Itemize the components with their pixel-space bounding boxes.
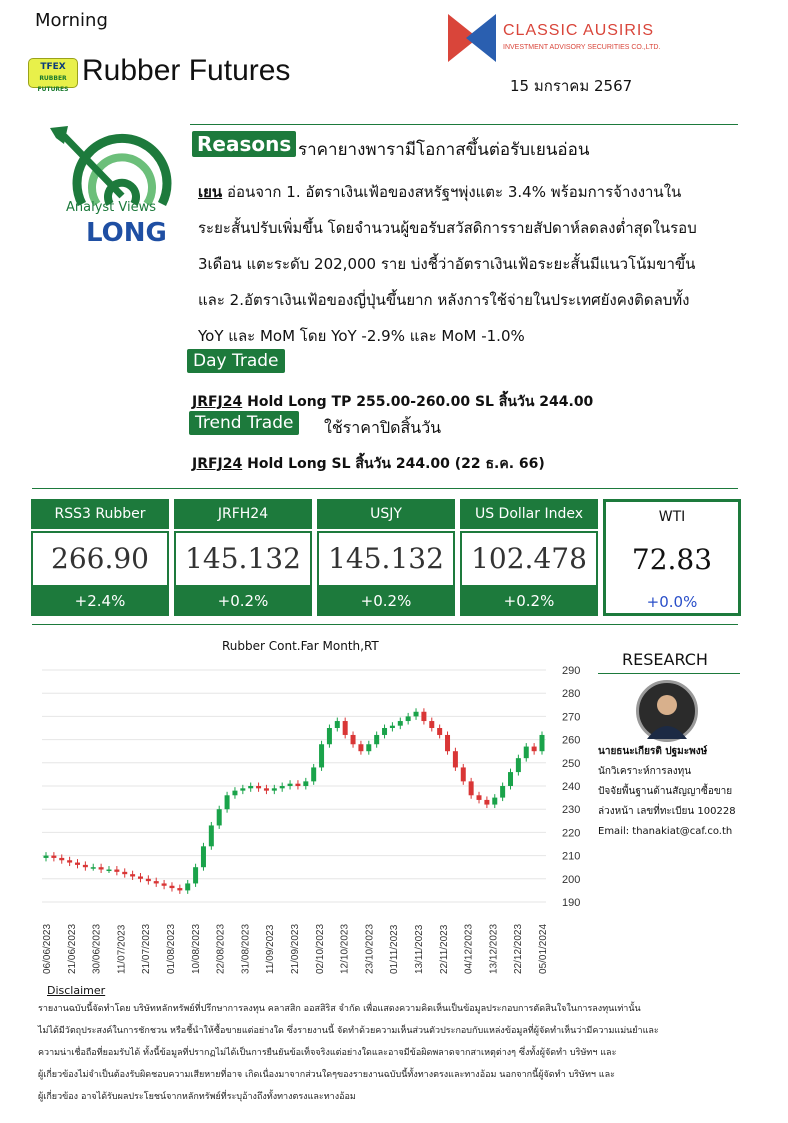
x-tick-label: 23/10/2023 xyxy=(364,923,376,974)
x-tick-label: 10/08/2023 xyxy=(190,923,202,974)
candle-body xyxy=(508,772,513,786)
x-tick-label: 22/12/2023 xyxy=(513,923,525,974)
report-date: 15 มกราคม 2567 xyxy=(510,77,633,95)
analyst-view-label: Analyst Views xyxy=(66,200,157,215)
y-tick-label: 190 xyxy=(562,897,581,909)
candle-body xyxy=(327,728,332,744)
x-tick-label: 01/11/2023 xyxy=(389,924,401,974)
company-name: CLASSIC AUSIRIS xyxy=(503,22,655,39)
candle-body xyxy=(335,721,340,728)
analyst-license: ล่วงหน้า เลขที่ทะเบียน 100228 xyxy=(598,806,736,817)
candle-body xyxy=(382,728,387,735)
candle-body xyxy=(185,883,190,890)
x-tick-label: 30/06/2023 xyxy=(91,923,103,974)
ticker-change: +0.2% xyxy=(503,592,555,610)
trend-trade-text: Hold Long SL สิ้นวัน 244.00 (22 ธ.ค. 66) xyxy=(242,456,545,472)
candle-body xyxy=(374,735,379,744)
ticker-change: +0.2% xyxy=(217,592,269,610)
candle-body xyxy=(169,886,174,888)
candle-body xyxy=(138,876,143,878)
candle-body xyxy=(232,791,237,796)
company-subtitle: INVESTMENT ADVISORY SECURITIES CO.,LTD. xyxy=(503,44,661,51)
trend-trade-chip-label: Trend Trade xyxy=(189,411,299,435)
candle-body xyxy=(272,788,277,790)
candle-body xyxy=(303,781,308,786)
reasons-lead-word: เยน xyxy=(198,183,223,201)
analyst-avatar xyxy=(636,680,698,742)
divider xyxy=(32,624,738,625)
candle-body xyxy=(162,883,167,885)
reasons-line-1 xyxy=(198,174,758,210)
price-chart xyxy=(36,664,596,984)
candle-body xyxy=(240,788,245,790)
candle-body xyxy=(516,758,521,772)
day-trade-text: Hold Long TP 255.00-260.00 SL สิ้นวัน 244.00 xyxy=(242,394,594,410)
candle-body xyxy=(421,712,426,721)
tfex-logo-line2: RUBBER FUTURES xyxy=(37,75,69,93)
candle-body xyxy=(351,735,356,744)
page-title: Rubber Futures xyxy=(82,54,291,87)
candle-body xyxy=(406,716,411,721)
candle-body xyxy=(366,744,371,751)
candle-body xyxy=(477,795,482,800)
candle-body xyxy=(225,795,230,809)
disclaimer-line: ผู้เกี่ยวข้องไม่จำเป็นต้องรับผิดชอบความเสียหายที่อาจ เกิดเนื่องมาจากส่วนใดๆของรายงานฉบับนี้ทั้งทางตรงและทางอ้อม นอกจากนี้ผู้จัดทำ บริษัทฯ และ xyxy=(38,1070,615,1080)
tfex-logo xyxy=(28,58,78,93)
ticker-name: JRFH24 xyxy=(174,499,312,531)
candle-body xyxy=(343,721,348,735)
ticker-change: +0.0% xyxy=(646,593,698,611)
x-tick-label: 21/07/2023 xyxy=(141,923,153,974)
person-icon xyxy=(639,683,695,739)
candle-body xyxy=(453,751,458,767)
analyst-specialty: ปัจจัยพื้นฐานด้านสัญญาซื้อขาย xyxy=(598,786,733,797)
candle-body xyxy=(177,888,182,890)
ticker-name: WTI xyxy=(658,509,686,525)
x-tick-label: 02/10/2023 xyxy=(314,923,326,974)
disclaimer-line: รายงานฉบับนี้จัดทำโดย บริษัทหลักทรัพย์ที่ปรึกษาการลงทุน คลาสสิก ออสสิริส จำกัด เพื่อแสดงความคิดเห็นเป็นข้อมูลประกอบการตัดสินใจในการลงทุนเท่านั้น xyxy=(38,1004,641,1014)
ticker-value: 145.132 xyxy=(319,533,453,585)
ticker-value: 266.90 xyxy=(33,533,167,585)
candle-body xyxy=(130,874,135,876)
reasons-line-2: ระยะสั้นปรับเพิ่มขึ้น โดยจำนวนผู้ขอรับสวัสดิการรายสัปดาห์ลดลงต่ำสุดในรอบ xyxy=(198,219,697,237)
ticker-box-jrfh24 xyxy=(174,499,312,616)
divider xyxy=(190,124,738,125)
candle-body xyxy=(524,747,529,759)
ticker-change: +0.2% xyxy=(360,592,412,610)
trend-trade-chip xyxy=(189,413,299,433)
y-tick-label: 260 xyxy=(562,734,581,747)
candle-body xyxy=(256,786,261,788)
disclaimer-line: ผู้เกี่ยวข้อง อาจได้รับผลประโยชน์จากหลักทรัพย์ที่ระบุอ้างถึงทั้งทางตรงและทางอ้อม xyxy=(38,1092,356,1102)
candle-body xyxy=(319,744,324,767)
disclaimer-line: ความน่าเชื่อถือที่ยอมรับได้ ทั้งนี้ข้อมูลที่ปรากฏไม่ได้เป็นการยืนยันข้อเท็จจริงแต่อย่างใดและอาจมีข้อผิดพลาดจากสาเหตุต่างๆ ซึ่งทั้งผู้จัดทำ บริษัทฯ และ xyxy=(38,1048,617,1058)
ticker-name: RSS3 Rubber xyxy=(31,499,169,531)
disclaimer-title: Disclaimer xyxy=(47,984,106,997)
y-tick-label: 280 xyxy=(562,688,581,701)
reasons-line-3: 3เดือน แตะระดับ 202,000 ราย บ่งชี้ว่าอัตราเงินเฟ้อระยะสั้นมีแนวโน้มขาขึ้น xyxy=(198,255,696,273)
day-trade-chip-label: Day Trade xyxy=(187,349,285,373)
ticker-name: USJY xyxy=(317,499,455,531)
ticker-box-dxy xyxy=(460,499,598,616)
candle-body xyxy=(106,870,111,872)
x-tick-label: 11/07/2023 xyxy=(116,924,128,974)
candle-body xyxy=(445,735,450,751)
candle-body xyxy=(288,784,293,786)
candle-body xyxy=(209,825,214,846)
y-tick-label: 240 xyxy=(562,781,581,793)
x-tick-label: 11/09/2023 xyxy=(265,924,277,974)
candle-body xyxy=(75,863,80,865)
ticker-value: 145.132 xyxy=(176,533,310,585)
x-tick-label: 21/09/2023 xyxy=(290,923,301,974)
ticker-box-usjy xyxy=(317,499,455,616)
analyst-view-position: LONG xyxy=(86,218,167,248)
analyst-name: นายธนะเกียรติ ปฐมะพงษ์ xyxy=(598,746,708,757)
candle-body xyxy=(429,721,434,728)
report-edition: Morning xyxy=(35,10,108,31)
candle-body xyxy=(248,786,253,788)
x-tick-label: 13/11/2023 xyxy=(414,924,425,974)
candle-body xyxy=(264,788,269,790)
divider xyxy=(598,673,740,674)
ticker-box-wti xyxy=(603,499,741,616)
candle-body xyxy=(295,784,300,786)
reasons-body xyxy=(198,174,758,354)
disclaimer-body xyxy=(38,998,748,1108)
candle-body xyxy=(492,798,497,805)
candle-body xyxy=(469,781,474,795)
chart-title: Rubber Cont.Far Month,RT xyxy=(222,639,379,653)
candle-body xyxy=(217,809,222,825)
reasons-chip xyxy=(192,132,296,156)
y-tick-label: 270 xyxy=(562,711,581,724)
x-tick-label: 22/08/2023 xyxy=(215,923,227,974)
company-logo xyxy=(448,14,496,62)
candle-body xyxy=(44,856,49,858)
candle-body xyxy=(67,860,72,862)
candle-body xyxy=(540,735,545,751)
analyst-info xyxy=(598,742,778,842)
y-tick-label: 230 xyxy=(562,804,581,817)
candle-body xyxy=(91,867,96,869)
candle-body xyxy=(484,800,489,805)
y-tick-label: 220 xyxy=(562,827,581,840)
candle-body xyxy=(99,867,104,869)
candle-body xyxy=(414,712,419,717)
candle-body xyxy=(193,867,198,883)
x-tick-label: 21/06/2023 xyxy=(66,923,78,974)
candle-body xyxy=(532,747,537,752)
ticker-change: +2.4% xyxy=(74,592,126,610)
candle-body xyxy=(461,767,466,781)
candle-body xyxy=(154,881,159,883)
candle-body xyxy=(201,846,206,867)
day-trade-chip xyxy=(187,351,285,371)
x-tick-label: 31/08/2023 xyxy=(240,923,252,974)
x-tick-label: 13/12/2023 xyxy=(488,923,500,974)
candle-body xyxy=(398,721,403,726)
candle-body xyxy=(311,767,316,781)
ticker-name: US Dollar Index xyxy=(460,499,598,531)
candle-body xyxy=(437,728,442,735)
ticker-box-rss3 xyxy=(31,499,169,616)
divider xyxy=(32,488,738,489)
candle-body xyxy=(83,865,88,867)
analyst-email: Email: thanakiat@caf.co.th xyxy=(598,826,733,837)
candle-body xyxy=(51,856,56,858)
y-tick-label: 290 xyxy=(562,665,581,677)
analyst-role: นักวิเคราะห์การลงทุน xyxy=(598,766,692,777)
candle-body xyxy=(114,870,119,872)
trend-trade-symbol: JRFJ24 xyxy=(192,456,243,472)
candle-body xyxy=(358,744,363,751)
candle-body xyxy=(280,786,285,788)
y-tick-label: 250 xyxy=(562,757,581,770)
reasons-line-5: YoY และ MoM โดย YoY -2.9% และ MoM -1.0% xyxy=(198,327,525,345)
day-trade-symbol: JRFJ24 xyxy=(192,394,243,410)
trend-trade-line xyxy=(192,453,545,475)
x-tick-label: 05/01/2024 xyxy=(538,923,549,974)
reasons-headline: ราคายางพารามีโอกาสขึ้นต่อรับเยนอ่อน xyxy=(298,140,590,160)
candle-body xyxy=(122,872,127,874)
ticker-value: 102.478 xyxy=(462,533,596,585)
candle-body xyxy=(500,786,505,798)
x-tick-label: 01/08/2023 xyxy=(166,923,177,974)
y-tick-label: 210 xyxy=(562,850,581,863)
tfex-logo-line1: TFEX xyxy=(40,62,66,72)
candle-body xyxy=(390,726,395,728)
day-trade-line xyxy=(192,391,593,413)
research-heading: RESEARCH xyxy=(622,650,708,669)
x-tick-label: 12/10/2023 xyxy=(339,923,351,974)
y-tick-label: 200 xyxy=(562,873,581,886)
x-tick-label: 04/12/2023 xyxy=(463,923,475,974)
candle-body xyxy=(146,879,151,881)
reasons-line-4: และ 2.อัตราเงินเฟ้อของญี่ปุ่นขึ้นยาก หลังการใช้จ่ายในประเทศยังคงติดลบทั้ง xyxy=(198,291,690,309)
ticker-value: 72.83 xyxy=(606,534,738,586)
reasons-chip-label: Reasons xyxy=(192,131,296,157)
candle-body xyxy=(59,858,64,860)
reasons-line-1-text: อ่อนจาก 1. อัตราเงินเฟ้อของสหรัฐฯพุ่งแตะ 3.4% พร้อมการจ้างงานใน xyxy=(222,183,682,201)
x-tick-label: 06/06/2023 xyxy=(42,923,53,974)
disclaimer-line: ไม่ได้มีวัตถุประสงค์ในการชักชวน หรือชี้นำให้ซื้อขายแต่อย่างใด ซึ่งรายงานนี้ จัดทำด้วยความเห็นส่วนตัวประกอบกับแหล่งข้อมูลที่ผู้จัดทำเห็นว่ามีความแม่นยำและ xyxy=(38,1026,659,1036)
x-tick-label: 22/11/2023 xyxy=(438,924,450,974)
trend-trade-note: ใช้ราคาปิดสิ้นวัน xyxy=(324,418,442,437)
